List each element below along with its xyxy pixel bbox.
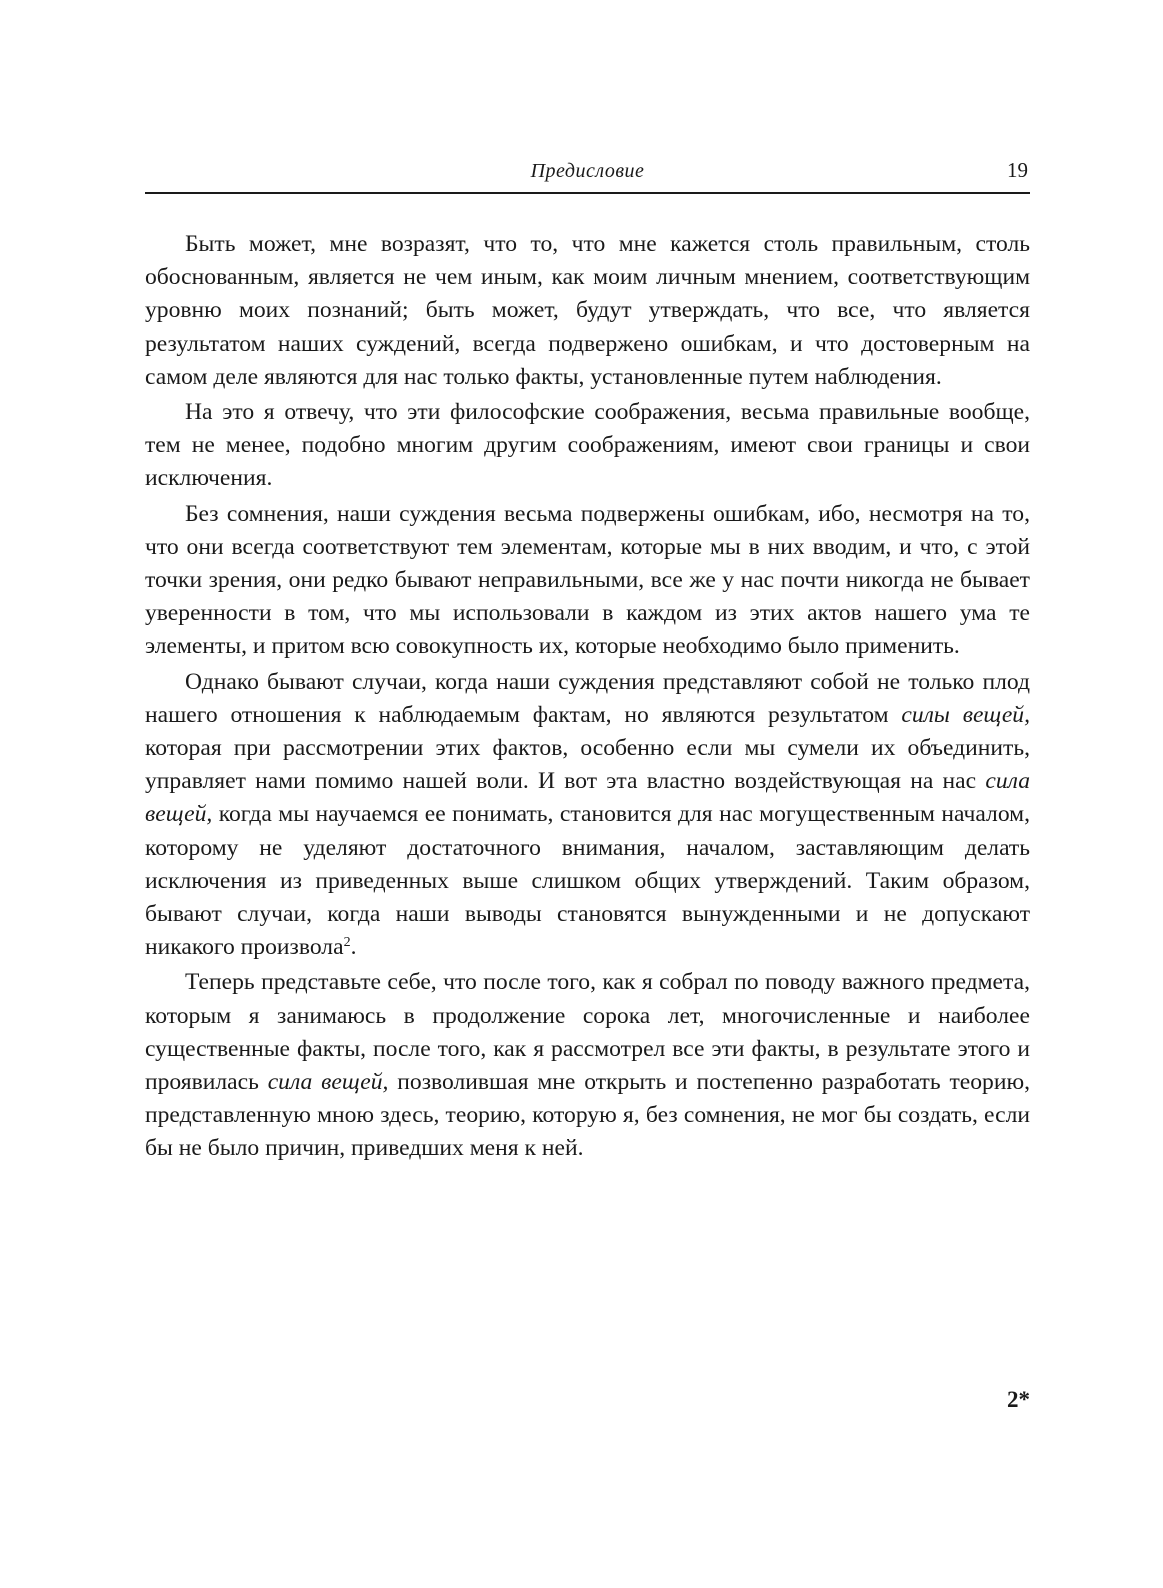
paragraph (145, 498, 1030, 664)
paragraph-text: . (350, 934, 357, 961)
emphasis-phrase: сила вещей, (267, 1069, 389, 1096)
paragraph-text: Теперь представьте себе, что после того, как я собрал по поводу важного предмета, которым я занимаюсь в продолжение сорока лет, многочисленные и наиболее существенные факты, после того, как я рассмотрел все эти факты, в результате этого и проявилась (145, 969, 1030, 1096)
paragraph-text: Быть может, мне возразят, что то, что мне кажется столь правильным, столь обоснованным, является не чем иным, как моим личным мнением, соответствующим уровню моих познаний; быть может, будут утверждать, что все, что является результатом наших суждений, всегда подвержено ошибкам, и что достоверным на самом деле являются для нас только факты, установленные путем наблюдения. (145, 231, 1030, 390)
emphasis-phrase: силы вещей, (901, 701, 1030, 728)
paragraph-text: которая при рассмотрении этих фактов, особенно если мы сумели их объединить, управляет нами помимо нашей воли. И вот эта властно воздействующая на нас (145, 735, 1030, 795)
paragraph-text: Однако бывают случаи, когда наши суждения представляют собой не только плод нашего отношения к наблюдаемым фактам, но являются результатом (145, 668, 1030, 728)
page-header (145, 158, 1030, 194)
page-number: 19 (1007, 158, 1028, 182)
running-title: Предисловие (530, 160, 645, 182)
paragraph-text: На это я отвечу, что эти философские соображения, весьма правильные вообще, тем не менее, подобно многим другим соображениям, имеют свои границы и свои исключения. (145, 399, 1030, 492)
paragraph-text: позволившая мне открыть и постепенно разработать теорию, представленную мною здесь, теорию, которую я, без сомнения, не мог бы создать, если бы не было причин, приведших меня к ней. (145, 1069, 1030, 1162)
body-text (145, 228, 1030, 1168)
emphasis-phrase: сила вещей, (145, 768, 1030, 828)
paragraph (145, 966, 1030, 1165)
paragraph (145, 666, 1030, 965)
paragraph (145, 228, 1030, 394)
footnote-marker: 2 (343, 935, 351, 951)
paragraph-text: Без сомнения, наши суждения весьма подвержены ошибкам, ибо, несмотря на то, что они всегда соответствуют тем элементам, которые мы в них вводим, и что, с этой точки зрения, они редко бывают неправильными, все же у нас почти никогда не бывает уверенности в том, что мы использовали в каждом из этих актов нашего ума те элементы, и притом всю совокупность их, которые необходимо было применить. (145, 500, 1030, 660)
paragraph (145, 396, 1030, 496)
signature-mark: 2* (1007, 1387, 1030, 1412)
paragraph-text: когда мы научаемся ее понимать, становится для нас могущественным началом, которому не уделяют достаточного внимания, началом, заставляющим делать исключения из приведенных выше слишком общих утверждений. Таким образом, бывают случаи, когда наши выводы становятся вынужденными и не допускают никакого произвола (145, 801, 1030, 961)
